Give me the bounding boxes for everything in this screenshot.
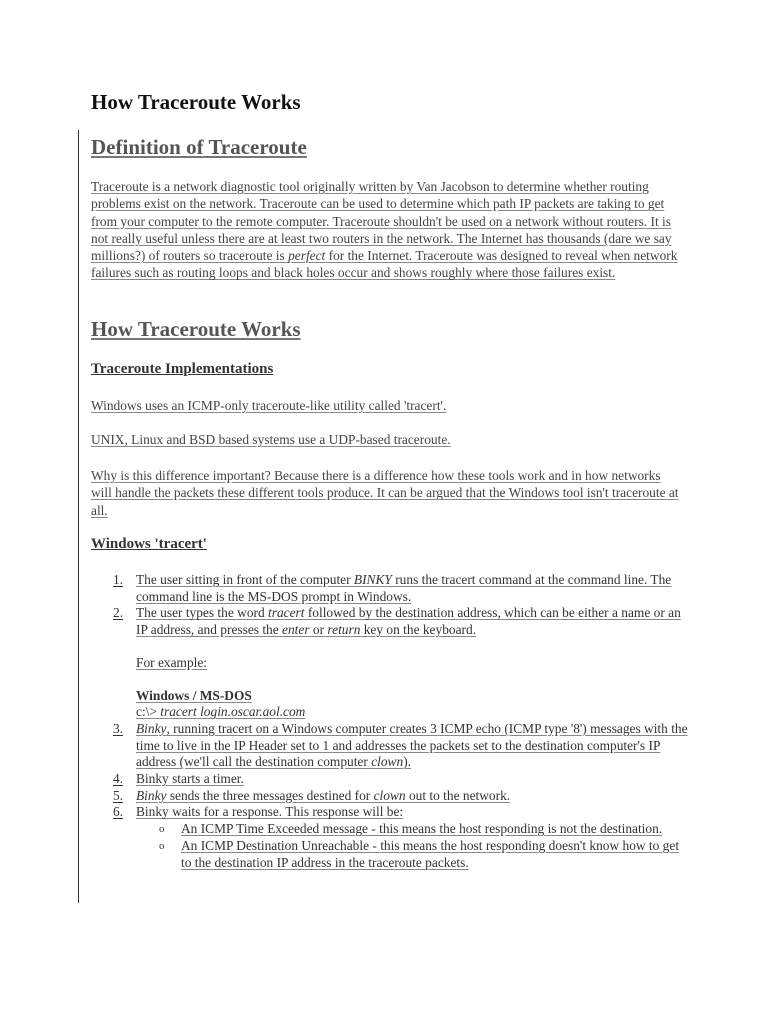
sub-list-item: o An ICMP Destination Unreachable - this means the host responding doesn't know how to get to the destination IP address in the traceroute packets.	[159, 837, 680, 870]
page-title: How Traceroute Works	[91, 90, 301, 114]
example-command: c:\> tracert login.oscar.aol.com	[136, 704, 306, 720]
list-item: 1. The user sitting in front of the computer BINKY runs the tracert command at the command line. The command line is the MS-DOS prompt in Windows.	[113, 572, 672, 604]
windows-tracert-heading: Windows 'tracert'	[91, 536, 207, 552]
list-item: 4. Binky starts a timer.	[113, 771, 244, 787]
implementations-p1: Windows uses an ICMP-only traceroute-like utility called 'tracert'.	[91, 398, 447, 413]
bullet-icon: o	[159, 823, 165, 836]
tracert-steps-list	[91, 572, 691, 871]
response-sublist	[136, 821, 691, 871]
list-item: 2. The user types the word tracert followed by the destination address, which can be either a name or an IP address, and presses the enter or return key on the keyboard. For example: Windows / MS-DOS c:\> tracert login.oscar.aol.com	[91, 605, 691, 721]
definition-paragraph: Traceroute is a network diagnostic tool originally written by Van Jacobson to determine whether routing problems exist on the network. Traceroute can be used to determine which path IP packets are taking to get from your computer to the remote computer. Traceroute shouldn't be used on a network without routers. It is not really useful unless there are at least two routers in the network. The Internet has thousands (dare we say millions?) of routers so traceroute is perfect for the Internet. Traceroute was designed to reveal when network failures such as routing loops and black holes occur and shows roughly where those failures exist.	[91, 179, 678, 281]
list-item: 3. Binky, running tracert on a Windows computer creates 3 ICMP echo (ICMP type '8') messages with the time to live in the IP Header set to 1 and addresses the packets set to the destination computer's IP address (we'll call the destination computer clown).	[113, 720, 688, 770]
sub-list-item: o An ICMP Time Exceeded message - this means the host responding is not the destination.	[159, 821, 663, 837]
list-item: 6. Binky waits for a response. This response will be: o An ICMP Time Exceeded message - this means the host responding is not the destination. o An ICMP Destination Unreachable - this means the host responding doesn't know how to get to the destination IP address in the traceroute packets.	[91, 804, 691, 871]
list-item: 5. Binky sends the three messages destined for clown out to the network.	[113, 787, 511, 803]
example-label: For example:	[136, 654, 208, 670]
implementations-heading: Traceroute Implementations	[91, 361, 274, 377]
bullet-icon: o	[159, 839, 165, 852]
implementations-p3: Why is this difference important? Because there is a difference how these tools work and in how networks will handle the packets these different tools produce. It can be argued that the Windows tool isn't traceroute at all.	[91, 468, 679, 518]
left-border-rule	[78, 130, 79, 903]
definition-heading: Definition of Traceroute	[91, 135, 307, 159]
implementations-p2: UNIX, Linux and BSD based systems use a UDP-based traceroute.	[91, 432, 451, 447]
how-it-works-heading: How Traceroute Works	[91, 317, 301, 341]
example-title: Windows / MS-DOS	[136, 687, 252, 703]
